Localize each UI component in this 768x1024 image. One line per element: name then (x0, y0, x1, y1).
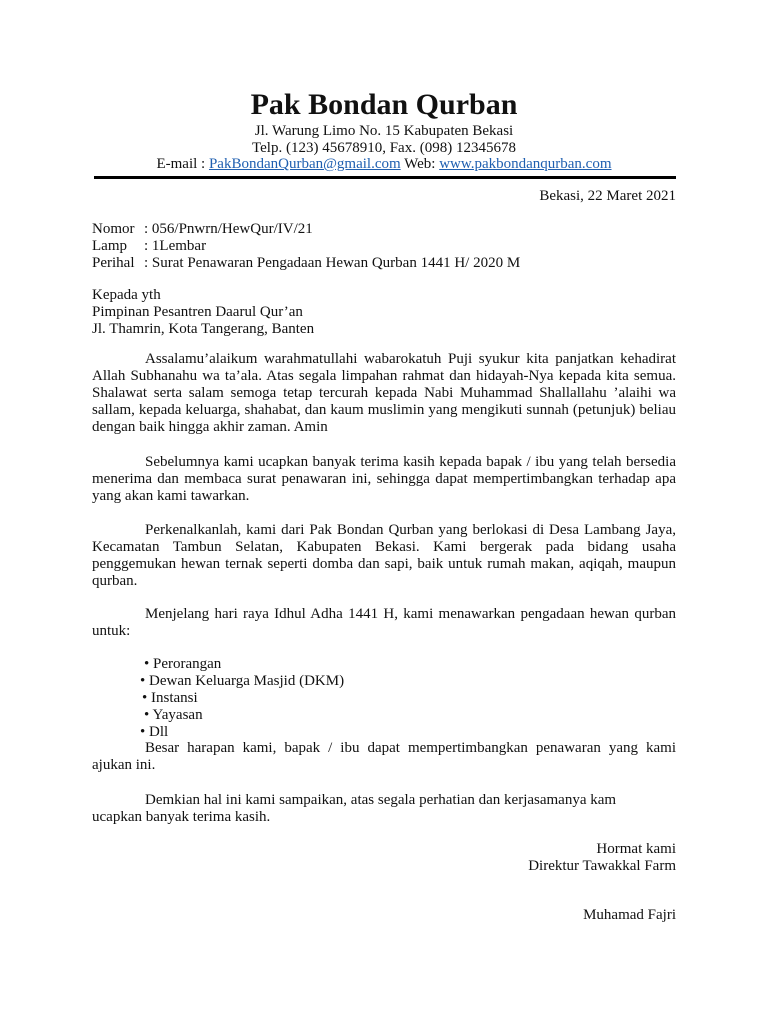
signature-position: Direktur Tawakkal Farm (528, 858, 676, 874)
paragraph-text: Sebelumnya kami ucapkan banyak terima kasih kepada bapak / ibu yang telah bersedia menerima dan membaca surat penawaran ini, sehingga dapat mempertimbangkan terhadap apa yang akan kami tawarkan. (92, 454, 676, 504)
email-link[interactable]: PakBondanQurban@gmail.com (208, 156, 401, 172)
meta-key: Nomor (92, 221, 135, 237)
paragraph-text: Demkian hal ini kami sampaikan, atas segala perhatian dan kerjasamanya kam ucapkan banyak terima kasih. (92, 792, 617, 825)
bullet-item: • Yayasan (144, 707, 203, 723)
bullet-item: • Dewan Keluarga Masjid (DKM) (140, 673, 345, 689)
paragraph-introduction (92, 522, 676, 590)
web-label: Web: (400, 156, 440, 172)
meta-value: : 1Lembar (144, 238, 207, 254)
meta-row-perihal (92, 255, 520, 272)
letterhead-phone: Telp. (123) 45678910, Fax. (098) 12345678 (252, 140, 516, 156)
recipient-line: Kepada yth (92, 287, 161, 303)
meta-value: : 056/Pnwrn/HewQur/IV/21 (144, 221, 313, 237)
letterhead-contact (92, 156, 676, 173)
offer-bullet-list (140, 656, 344, 741)
letterhead-title: Pak Bondan Qurban (250, 88, 518, 121)
paragraph-greeting (92, 351, 676, 436)
web-link[interactable]: www.pakbondanqurban.com (439, 156, 612, 172)
meta-key: Lamp (92, 238, 127, 254)
paragraph-offer (92, 606, 676, 640)
meta-row-lamp (92, 238, 520, 255)
paragraph-closing (92, 792, 652, 826)
letter-meta (92, 221, 520, 272)
recipient (92, 287, 314, 338)
email-label: E-mail : (156, 156, 209, 172)
paragraph-text: Perkenalkanlah, kami dari Pak Bondan Qurban yang berlokasi di Desa Lambang Jaya, Kecamatan Tambun Selatan, Kabupaten Bekasi. Kami bergerak pada bidang usaha penggemukan hewan ternak seperti domba dan sapi, baik untuk rumah makan, aqiqah, maupun qurban. (92, 522, 676, 589)
meta-key: Perihal (92, 255, 135, 271)
recipient-line: Jl. Thamrin, Kota Tangerang, Banten (92, 321, 315, 337)
signature-greeting: Hormat kami (596, 841, 676, 857)
paragraph-text: Assalamu’alaikum warahmatullahi wabarokatuh Puji syukur kita panjatkan kehadirat Allah Subhanahu wa ta’ala. Atas segala limpahan rahmat dan hidayah-Nya kepada kita semua. Shalawat serta salam semoga tetap tercurah kepada Nabi Muhammad Shallallahu ’alaihi wa sallam, kepada keluarga, shahabat, dan kaum muslimin yang mengikuti sunnah (petunjuk) beliau dengan baik hingga akhir zaman. Amin (92, 351, 676, 435)
meta-row-nomor (92, 221, 520, 238)
bullet-item: • Instansi (142, 690, 198, 706)
letter-date: Bekasi, 22 Maret 2021 (539, 188, 676, 204)
header-divider (94, 176, 676, 179)
meta-value: : Surat Penawaran Pengadaan Hewan Qurban 1441 H/ 2020 M (144, 255, 521, 271)
bullet-item: • Perorangan (144, 656, 222, 672)
paragraph-text: Besar harapan kami, bapak / ibu dapat mempertimbangkan penawaran yang kami ajukan ini. (92, 740, 676, 773)
paragraph-text: Menjelang hari raya Idhul Adha 1441 H, kami menawarkan pengadaan hewan qurban untuk: (92, 606, 676, 639)
paragraph-thanks (92, 454, 676, 505)
signature-name: Muhamad Fajri (583, 907, 676, 923)
recipient-line: Pimpinan Pesantren Daarul Qur’an (92, 304, 303, 320)
bullet-item: • Dll (140, 724, 169, 740)
letterhead-address: Jl. Warung Limo No. 15 Kabupaten Bekasi (254, 123, 514, 139)
paragraph-hope (92, 740, 676, 774)
